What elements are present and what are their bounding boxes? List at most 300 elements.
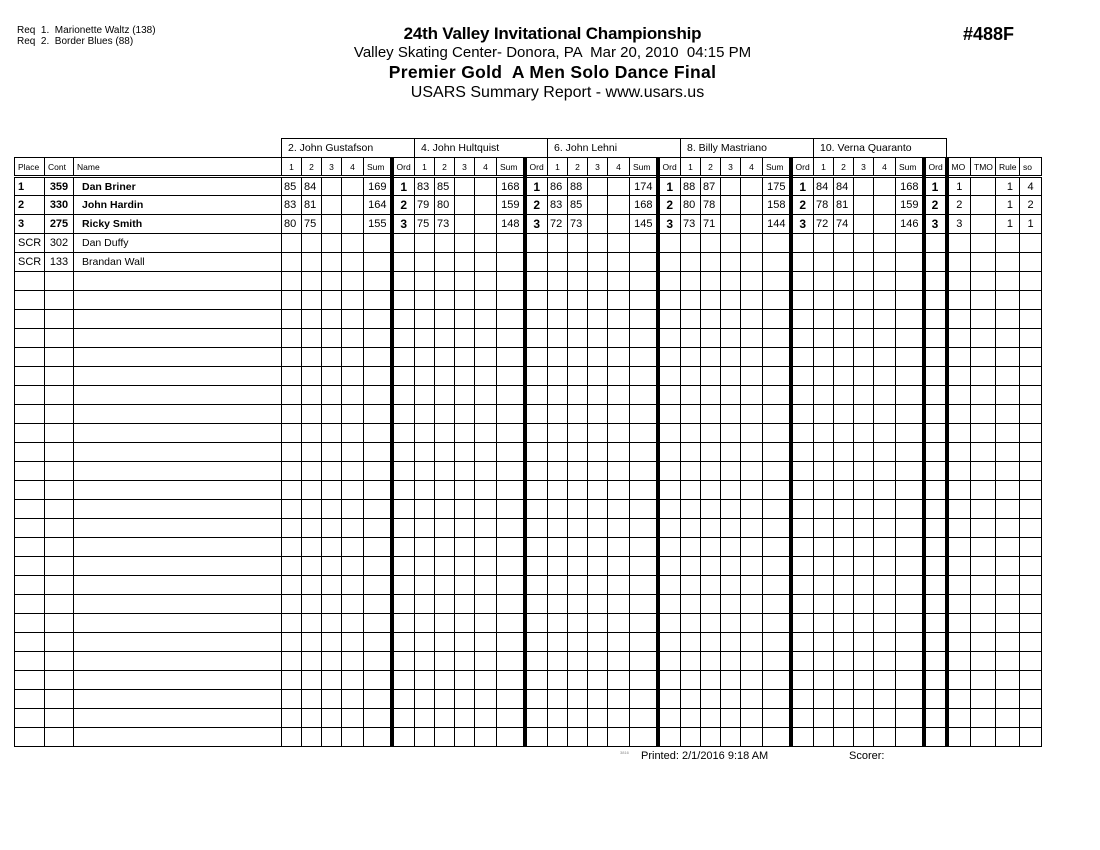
judge-ordinal <box>791 291 814 310</box>
score-cell <box>342 557 364 576</box>
contestant-number <box>45 462 74 481</box>
col-header-judge-1-4: 4 <box>342 158 364 177</box>
place-cell: 2 <box>15 196 45 215</box>
score-cell <box>548 329 568 348</box>
judge-ordinal <box>924 443 947 462</box>
score-cell <box>741 329 763 348</box>
score-cell <box>721 690 741 709</box>
score-cell <box>455 500 475 519</box>
score-cell <box>548 272 568 291</box>
score-dance-4 <box>608 177 630 196</box>
judge-ordinal <box>924 272 947 291</box>
score-sum: 168 <box>497 177 525 196</box>
score-cell <box>475 709 497 728</box>
score-cell <box>322 462 342 481</box>
score-cell <box>721 367 741 386</box>
skater-name <box>74 671 282 690</box>
rule-cell <box>996 443 1020 462</box>
rule-cell <box>996 329 1020 348</box>
score-cell <box>435 310 455 329</box>
score-cell <box>497 500 525 519</box>
score-cell <box>608 652 630 671</box>
column-header-row <box>15 158 1042 177</box>
score-cell <box>896 595 924 614</box>
judge-ordinal <box>525 348 548 367</box>
score-cell <box>721 614 741 633</box>
place-cell <box>15 671 45 690</box>
score-cell <box>497 576 525 595</box>
score-cell <box>834 728 854 747</box>
judge-ordinal: 3 <box>924 215 947 234</box>
score-cell <box>874 690 896 709</box>
score-dance-1: 83 <box>282 196 302 215</box>
event-title: Premier Gold A Men Solo Dance Final <box>388 62 717 82</box>
rule-cell <box>996 291 1020 310</box>
score-dance-4 <box>741 234 763 253</box>
score-cell <box>302 367 322 386</box>
score-dance-3 <box>322 196 342 215</box>
score-cell <box>302 519 322 538</box>
score-cell <box>435 329 455 348</box>
score-cell <box>282 443 302 462</box>
score-cell <box>874 728 896 747</box>
judge-ordinal <box>392 386 415 405</box>
score-cell <box>896 709 924 728</box>
score-cell <box>701 405 721 424</box>
judge-ordinal <box>658 386 681 405</box>
score-dance-3 <box>322 215 342 234</box>
score-cell <box>608 500 630 519</box>
score-cell <box>896 424 924 443</box>
contestant-number <box>45 500 74 519</box>
score-cell <box>854 633 874 652</box>
score-cell <box>854 310 874 329</box>
score-cell <box>415 633 435 652</box>
contestant-number: 330 <box>45 196 74 215</box>
score-cell <box>548 690 568 709</box>
contestant-number <box>45 424 74 443</box>
so-cell <box>1020 709 1042 728</box>
score-cell <box>497 671 525 690</box>
judge-ordinal <box>525 709 548 728</box>
majority-ordinal <box>947 728 971 747</box>
rule-cell <box>996 633 1020 652</box>
score-cell <box>630 690 658 709</box>
judge-ordinal <box>791 690 814 709</box>
score-cell <box>548 519 568 538</box>
score-cell <box>854 272 874 291</box>
score-dance-3 <box>455 196 475 215</box>
score-cell <box>568 576 588 595</box>
contestant-number <box>45 443 74 462</box>
majority-ordinal: 1 <box>947 177 971 196</box>
score-cell <box>455 538 475 557</box>
score-dance-4 <box>475 234 497 253</box>
score-dance-2: 74 <box>834 215 854 234</box>
empty-row <box>15 481 1042 500</box>
score-cell <box>435 709 455 728</box>
score-cell <box>608 272 630 291</box>
score-dance-1 <box>681 253 701 272</box>
judge-ordinal <box>392 424 415 443</box>
score-dance-3 <box>854 177 874 196</box>
score-cell <box>814 652 834 671</box>
judge-ordinal <box>924 728 947 747</box>
score-cell <box>608 291 630 310</box>
score-cell <box>302 709 322 728</box>
score-cell <box>322 614 342 633</box>
score-cell <box>568 405 588 424</box>
score-cell <box>854 519 874 538</box>
col-header-judge-4-ord: Ord <box>791 158 814 177</box>
total-majority-ordinal <box>971 424 996 443</box>
score-cell <box>415 291 435 310</box>
score-cell <box>568 671 588 690</box>
score-dance-1: 79 <box>415 196 435 215</box>
place-cell <box>15 652 45 671</box>
judge-ordinal <box>525 272 548 291</box>
score-cell <box>568 424 588 443</box>
judge-ordinal <box>525 538 548 557</box>
place-cell: 3 <box>15 215 45 234</box>
score-dance-3 <box>588 177 608 196</box>
score-sum: 155 <box>364 215 392 234</box>
score-cell <box>364 272 392 291</box>
majority-ordinal <box>947 633 971 652</box>
judge-ordinal <box>392 595 415 614</box>
judge-ordinal <box>392 234 415 253</box>
judge-ordinal <box>392 538 415 557</box>
score-cell <box>741 576 763 595</box>
score-cell <box>701 329 721 348</box>
col-header-name: Name <box>74 158 282 177</box>
score-cell <box>608 348 630 367</box>
score-cell <box>322 519 342 538</box>
score-cell <box>322 443 342 462</box>
score-cell <box>342 728 364 747</box>
total-majority-ordinal <box>971 557 996 576</box>
score-cell <box>874 386 896 405</box>
score-cell <box>741 728 763 747</box>
so-cell <box>1020 576 1042 595</box>
score-cell <box>475 481 497 500</box>
contestant-number <box>45 690 74 709</box>
score-cell <box>630 652 658 671</box>
contestant-number: 302 <box>45 234 74 253</box>
majority-ordinal <box>947 462 971 481</box>
score-cell <box>322 329 342 348</box>
score-cell <box>282 690 302 709</box>
score-cell <box>588 424 608 443</box>
score-cell <box>342 405 364 424</box>
skater-name <box>74 614 282 633</box>
score-dance-1 <box>282 234 302 253</box>
score-dance-3 <box>455 215 475 234</box>
contestant-number: 275 <box>45 215 74 234</box>
total-majority-ordinal <box>971 177 996 196</box>
judge-ordinal <box>658 671 681 690</box>
score-cell <box>896 652 924 671</box>
judge-ordinal <box>791 310 814 329</box>
score-cell <box>282 348 302 367</box>
col-header-judge-5-ord: Ord <box>924 158 947 177</box>
score-cell <box>630 576 658 595</box>
score-cell <box>497 595 525 614</box>
score-cell <box>568 481 588 500</box>
score-cell <box>497 690 525 709</box>
place-cell <box>15 519 45 538</box>
judge-ordinal <box>791 652 814 671</box>
judge-ordinal <box>392 310 415 329</box>
score-dance-3 <box>455 234 475 253</box>
skater-name <box>74 348 282 367</box>
score-cell <box>302 538 322 557</box>
score-cell <box>763 652 791 671</box>
score-cell <box>834 652 854 671</box>
score-cell <box>588 443 608 462</box>
score-cell <box>681 310 701 329</box>
score-dance-1: 80 <box>282 215 302 234</box>
skater-name <box>74 443 282 462</box>
score-cell <box>814 272 834 291</box>
score-dance-2: 75 <box>302 215 322 234</box>
score-cell <box>763 367 791 386</box>
score-cell <box>741 405 763 424</box>
score-cell <box>721 348 741 367</box>
judge-ordinal <box>791 538 814 557</box>
judge-ordinal <box>392 348 415 367</box>
judge-ordinal <box>658 595 681 614</box>
score-cell <box>322 310 342 329</box>
score-dance-4 <box>874 234 896 253</box>
score-sum <box>896 253 924 272</box>
judge-ordinal: 2 <box>924 196 947 215</box>
score-cell <box>415 671 435 690</box>
score-cell <box>874 405 896 424</box>
score-cell <box>455 633 475 652</box>
score-dance-4 <box>475 196 497 215</box>
judge-ordinal: 2 <box>525 196 548 215</box>
empty-row <box>15 557 1042 576</box>
score-dance-4 <box>342 215 364 234</box>
empty-row <box>15 462 1042 481</box>
score-cell <box>874 500 896 519</box>
summary-table <box>14 138 1042 747</box>
score-cell <box>455 671 475 690</box>
score-cell <box>854 424 874 443</box>
score-cell <box>630 595 658 614</box>
score-dance-4 <box>741 253 763 272</box>
score-cell <box>854 500 874 519</box>
judge-ordinal <box>924 671 947 690</box>
score-cell <box>721 728 741 747</box>
score-cell <box>548 291 568 310</box>
score-cell <box>874 557 896 576</box>
score-cell <box>342 614 364 633</box>
score-cell <box>874 310 896 329</box>
judge-ordinal <box>791 234 814 253</box>
so-cell <box>1020 291 1042 310</box>
score-cell <box>455 519 475 538</box>
spacer <box>15 139 282 158</box>
score-cell <box>701 671 721 690</box>
judge-ordinal <box>392 519 415 538</box>
judge-ordinal <box>525 728 548 747</box>
score-cell <box>630 348 658 367</box>
score-cell <box>814 595 834 614</box>
score-cell <box>342 291 364 310</box>
score-cell <box>497 424 525 443</box>
score-cell <box>568 462 588 481</box>
score-cell <box>721 291 741 310</box>
score-cell <box>475 652 497 671</box>
skater-name <box>74 291 282 310</box>
score-cell <box>721 709 741 728</box>
score-cell <box>568 291 588 310</box>
score-cell <box>834 671 854 690</box>
col-header-mo: MO <box>947 158 971 177</box>
score-cell <box>322 481 342 500</box>
score-cell <box>721 576 741 595</box>
judge-ordinal <box>791 481 814 500</box>
score-cell <box>282 519 302 538</box>
so-cell <box>1020 538 1042 557</box>
total-majority-ordinal <box>971 690 996 709</box>
score-cell <box>455 595 475 614</box>
so-cell <box>1020 367 1042 386</box>
score-cell <box>322 728 342 747</box>
score-cell <box>475 557 497 576</box>
score-cell <box>854 728 874 747</box>
judge-ordinal: 2 <box>392 196 415 215</box>
rule-cell <box>996 576 1020 595</box>
judge-name-2: 4. John Hultquist <box>415 139 548 158</box>
score-cell <box>588 272 608 291</box>
score-cell <box>834 633 854 652</box>
score-cell <box>630 443 658 462</box>
score-cell <box>548 443 568 462</box>
score-cell <box>282 538 302 557</box>
judge-ordinal: 2 <box>791 196 814 215</box>
score-dance-2: 71 <box>701 215 721 234</box>
contestant-number <box>45 728 74 747</box>
place-cell <box>15 614 45 633</box>
judge-ordinal <box>525 253 548 272</box>
score-cell <box>763 348 791 367</box>
score-dance-1: 80 <box>681 196 701 215</box>
score-cell <box>568 386 588 405</box>
score-cell <box>568 652 588 671</box>
score-cell <box>701 519 721 538</box>
majority-ordinal <box>947 538 971 557</box>
score-cell <box>455 367 475 386</box>
score-cell <box>814 614 834 633</box>
score-cell <box>282 652 302 671</box>
contestant-number <box>45 538 74 557</box>
score-cell <box>721 272 741 291</box>
total-majority-ordinal <box>971 234 996 253</box>
score-sum: 158 <box>763 196 791 215</box>
judge-ordinal <box>525 633 548 652</box>
score-dance-1 <box>814 234 834 253</box>
score-dance-2 <box>568 253 588 272</box>
so-cell <box>1020 253 1042 272</box>
score-dance-2: 87 <box>701 177 721 196</box>
judge-ordinal <box>791 595 814 614</box>
contestant-number: 359 <box>45 177 74 196</box>
score-cell <box>681 386 701 405</box>
score-cell <box>364 481 392 500</box>
score-cell <box>608 443 630 462</box>
score-cell <box>568 633 588 652</box>
judge-ordinal <box>658 728 681 747</box>
score-cell <box>681 481 701 500</box>
so-cell <box>1020 557 1042 576</box>
score-dance-1 <box>681 234 701 253</box>
majority-ordinal <box>947 652 971 671</box>
rule-cell <box>996 253 1020 272</box>
score-cell <box>701 500 721 519</box>
col-header-judge-5-1: 1 <box>814 158 834 177</box>
judge-ordinal <box>924 367 947 386</box>
score-cell <box>854 538 874 557</box>
judge-ordinal <box>525 405 548 424</box>
judge-ordinal <box>392 500 415 519</box>
score-cell <box>763 462 791 481</box>
score-cell <box>608 671 630 690</box>
score-cell <box>874 709 896 728</box>
judge-ordinal <box>658 234 681 253</box>
judge-ordinal <box>392 272 415 291</box>
skater-name <box>74 576 282 595</box>
skater-name: Brandan Wall <box>74 253 282 272</box>
majority-ordinal <box>947 671 971 690</box>
score-cell <box>455 576 475 595</box>
score-cell <box>721 652 741 671</box>
score-cell <box>475 367 497 386</box>
score-cell <box>475 424 497 443</box>
score-cell <box>896 671 924 690</box>
score-cell <box>455 405 475 424</box>
score-cell <box>834 462 854 481</box>
score-cell <box>896 405 924 424</box>
majority-ordinal <box>947 405 971 424</box>
score-cell <box>415 538 435 557</box>
score-cell <box>763 443 791 462</box>
score-cell <box>874 614 896 633</box>
score-cell <box>681 519 701 538</box>
judge-ordinal <box>924 614 947 633</box>
score-cell <box>854 709 874 728</box>
score-cell <box>814 462 834 481</box>
score-cell <box>415 557 435 576</box>
score-cell <box>896 481 924 500</box>
score-cell <box>342 348 364 367</box>
score-cell <box>497 310 525 329</box>
score-cell <box>834 405 854 424</box>
col-header-judge-3-1: 1 <box>548 158 568 177</box>
score-cell <box>681 709 701 728</box>
score-dance-2: 84 <box>302 177 322 196</box>
rule-cell <box>996 595 1020 614</box>
score-dance-2: 85 <box>435 177 455 196</box>
judge-ordinal <box>658 405 681 424</box>
score-sum: 164 <box>364 196 392 215</box>
score-cell <box>834 329 854 348</box>
col-header-judge-5-2: 2 <box>834 158 854 177</box>
score-cell <box>763 728 791 747</box>
skater-name: Dan Duffy <box>74 234 282 253</box>
